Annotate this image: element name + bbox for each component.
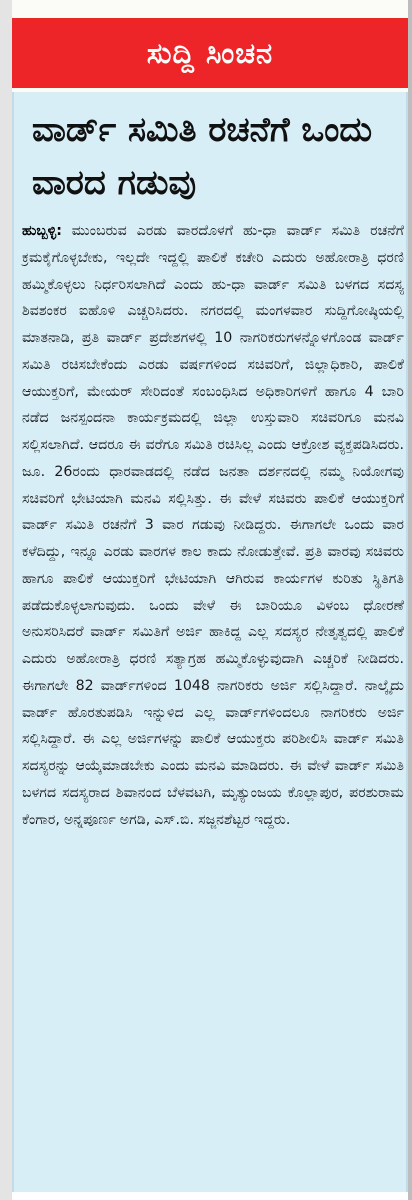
article-body bbox=[22, 218, 404, 833]
bottom-edge bbox=[12, 1192, 408, 1200]
section-banner: ಸುದ್ದಿ ಸಿಂಚನ bbox=[12, 18, 408, 88]
article-headline: ವಾರ್ಡ್ ಸಮಿತಿ ರಚನೆಗೆ ಒಂದು ವಾರದ ಗಡುವು bbox=[32, 110, 373, 203]
right-margin-strip bbox=[408, 0, 412, 1200]
article-box bbox=[12, 92, 408, 1192]
article-body-text: ಮುಂಬರುವ ಎರಡು ವಾರದೊಳಗೆ ಹು-ಧಾ ವಾರ್ಡ್ ಸಮಿತಿ ರಚನೆಗೆ ಕ್ರಮಕೈಗೊಳ್ಳಬೇಕು, ಇಲ್ಲದೇ ಇದ್ದಲ್ಲಿ ಪಾಲಿಕೆ ಕಚೇರಿ ಎದುರು ಅಹೋರಾತ್ರಿ ಧರಣಿ ಹಮ್ಮಿಕೊಳ್ಳಲು ನಿರ್ಧರಿಸಲಾಗಿದೆ ಎಂದು ಹು-ಧಾ ವಾರ್ಡ್ ಸಮಿತಿ ಬಳಗದ ಸದಸ್ಯ ಶಿವಶಂಕರ ಐಹೊಳಿ ಎಚ್ಚರಿಸಿದರು. ನಗರದಲ್ಲಿ ಮಂಗಳವಾರ ಸುದ್ದಿಗೋಷ್ಠಿಯಲ್ಲಿ ಮಾತನಾಡಿ, ಪ್ರತಿ ವಾರ್ಡ್ ಪ್ರದೇಶಗಳಲ್ಲಿ 10 ನಾಗರಿಕರುಗಳನ್ನೊಳಗೊಂಡ ವಾರ್ಡ್ ಸಮಿತಿ ರಚಿಸಬೇಕೆಂದು ಎರಡು ವರ್ಷಗಳಿಂದ ಸಚಿವರಿಗೆ, ಜಿಲ್ಲಾಧಿಕಾರಿ, ಪಾಲಿಕೆ ಆಯುಕ್ತರಿಗೆ, ಮೇಯರ್ ಸೇರಿದಂತೆ ಸಂಬಂಧಿಸಿದ ಅಧಿಕಾರಿಗಳಿಗೆ ಹಾಗೂ 4 ಬಾರಿ ನಡೆದ ಜನಸ್ಪಂದನಾ ಕಾರ್ಯಕ್ರಮದಲ್ಲಿ ಜಿಲ್ಲಾ ಉಸ್ತುವಾರಿ ಸಚಿವರಿಗೂ ಮನವಿ ಸಲ್ಲಿಸಲಾಗಿದೆ. ಆದರೂ ಈ ವರೆಗೂ ಸಮಿತಿ ರಚಿಸಿಲ್ಲ ಎಂದು ಆಕ್ರೋಶ ವ್ಯಕ್ತಪಡಿಸಿದರು. ಜೂ. 26ರಂದು ಧಾರವಾಡದಲ್ಲಿ ನಡೆದ ಜನತಾ ದರ್ಶನದಲ್ಲಿ ನಮ್ಮ ನಿಯೋಗವು ಸಚಿವರಿಗೆ ಭೇಟಿಯಾಗಿ ಮನವಿ ಸಲ್ಲಿಸಿತ್ತು. ಈ ವೇಳೆ ಸಚಿವರು ಪಾಲಿಕೆ ಆಯುಕ್ತರಿಗೆ ವಾರ್ಡ್ ಸಮಿತಿ ರಚನೆಗೆ 3 ವಾರ ಗಡುವು ನೀಡಿದ್ದರು. ಈಗಾಗಲೇ ಒಂದು ವಾರ ಕಳೆದಿದ್ದು, ಇನ್ನೂ ಎರಡು ವಾರಗಳ ಕಾಲ ಕಾದು ನೋಡುತ್ತೇವೆ. ಪ್ರತಿ ವಾರವು ಸಚಿವರು ಹಾಗೂ ಪಾಲಿಕೆ ಆಯುಕ್ತರಿಗೆ ಭೇಟಿಯಾಗಿ ಆಗಿರುವ ಕಾರ್ಯಗಳ ಕುರಿತು ಸ್ಥಿತಿಗತಿ ಪಡೆದುಕೊಳ್ಳಲಾಗುವುದು. ಒಂದು ವೇಳೆ ಈ ಬಾರಿಯೂ ವಿಳಂಬ ಧೋರಣೆ ಅನುಸರಿಸಿದರೆ ವಾರ್ಡ್ ಸಮಿತಿಗೆ ಅರ್ಜಿ ಹಾಕಿದ್ದ ಎಲ್ಲ ಸದಸ್ಯರ ನೇತೃತ್ವದಲ್ಲಿ ಪಾಲಿಕೆ ಎದುರು ಅಹೋರಾತ್ರಿ ಧರಣಿ ಸತ್ಯಾಗ್ರಹ ಹಮ್ಮಿಕೊಳ್ಳುವುದಾಗಿ ಎಚ್ಚರಿಕೆ ನೀಡಿದರು. ಈಗಾಗಲೇ 82 ವಾರ್ಡ್‌ಗಳಿಂದ 1048 ನಾಗರಿಕರು ಅರ್ಜಿ ಸಲ್ಲಿಸಿದ್ದಾರೆ. ನಾಲ್ಕೈದು ವಾರ್ಡ್ ಹೊರತುಪಡಿಸಿ ಇನ್ನುಳಿದ ಎಲ್ಲ ವಾರ್ಡ್‌ಗಳಿಂದಲೂ ನಾಗರಿಕರು ಅರ್ಜಿ ಸಲ್ಲಿಸಿದ್ದಾರೆ. ಈ ಎಲ್ಲ ಅರ್ಜಿಗಳನ್ನು ಪಾಲಿಕೆ ಆಯುಕ್ತರು ಪರಿಶೀಲಿಸಿ ವಾರ್ಡ್ ಸಮಿತಿ ಸದಸ್ಯರನ್ನು ಆಯ್ಕೆಮಾಡಬೇಕು ಎಂದು ಮನವಿ ಮಾಡಿದರು. ಈ ವೇಳೆ ವಾರ್ಡ್ ಸಮಿತಿ ಬಳಗದ ಸದಸ್ಯರಾದ ಶಿವಾನಂದ ಬೆಳವಟಗಿ, ಮೃತ್ಯುಂಜಯ ಕೊಲ್ಲಾಪುರ, ಪರಶುರಾಮ ಕೆಂಗಾರ, ಅನ್ನಪೂರ್ಣ ಅಗಡಿ, ಎಸ್.ಬಿ. ಸಜ್ಜನಶೆಟ್ಟರ ಇದ್ದರು. bbox=[22, 223, 404, 828]
article-dateline: ಹುಬ್ಬಳ್ಳಿ: bbox=[22, 223, 62, 239]
left-margin-strip bbox=[0, 0, 12, 1200]
